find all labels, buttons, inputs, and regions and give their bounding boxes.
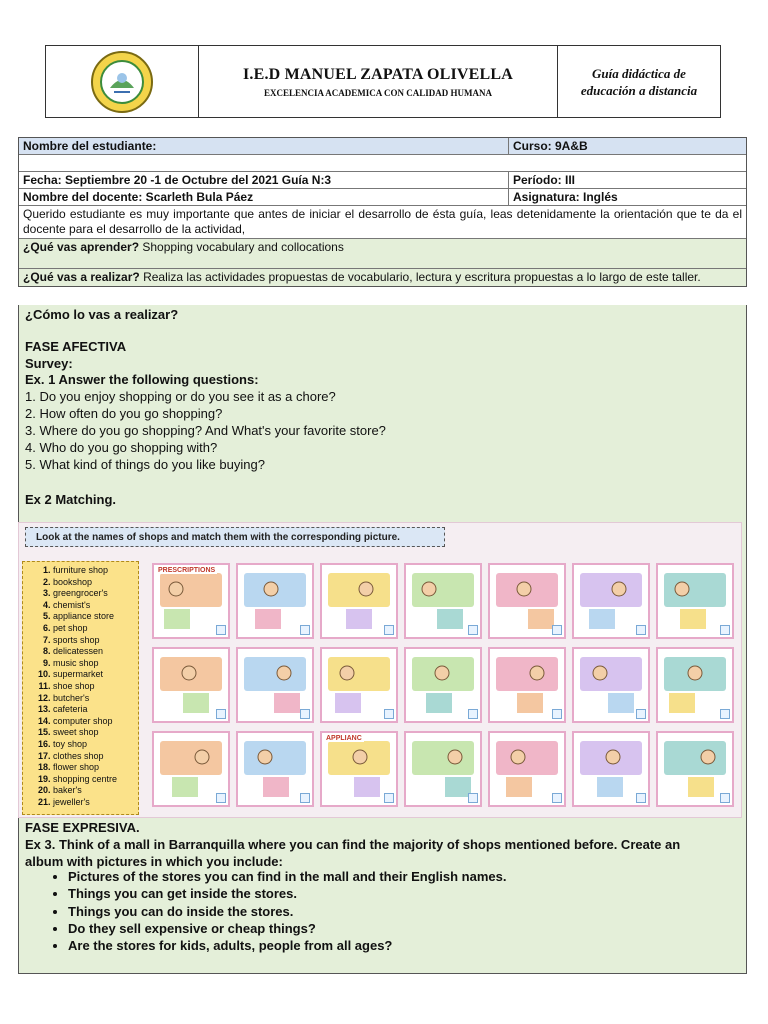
answer-box[interactable]: [468, 793, 478, 803]
do-text: Realiza las actividades propuestas de vocabulario, lectura y escritura propuestas a lo largo de este taller.: [139, 270, 701, 284]
student-name-label: Nombre del estudiante:: [19, 138, 509, 154]
answer-box[interactable]: [720, 625, 730, 635]
do-label: ¿Qué vas a realizar?: [23, 270, 140, 284]
shop-name-item: 19. shopping centre: [53, 774, 138, 786]
shop-picture: [152, 647, 230, 723]
answer-box[interactable]: [468, 625, 478, 635]
answer-box[interactable]: [636, 709, 646, 719]
ex1-title: Ex. 1 Answer the following questions:: [25, 372, 259, 387]
shop-name-item: 18. flower shop: [53, 762, 138, 774]
answer-box[interactable]: [552, 793, 562, 803]
question-4: 4. Who do you go shopping with?: [25, 440, 218, 455]
shop-picture: [236, 731, 314, 807]
answer-box[interactable]: [216, 709, 226, 719]
bullet-item: • Things you can get inside the stores.: [68, 885, 506, 902]
period-label: Período: III: [513, 173, 576, 187]
matching-worksheet-image: [18, 522, 742, 818]
shop-name-item: 2. bookshop: [53, 577, 138, 589]
shop-picture: [404, 731, 482, 807]
shop-picture: [404, 647, 482, 723]
shop-picture: [656, 563, 734, 639]
answer-box[interactable]: [468, 709, 478, 719]
shop-name-item: 17. clothes shop: [53, 751, 138, 763]
shop-name-item: 15. sweet shop: [53, 727, 138, 739]
phase-affective: FASE AFECTIVA: [25, 339, 127, 354]
shop-picture: [488, 731, 566, 807]
shop-picture: [404, 563, 482, 639]
guide-title: Guía didáctica de educación a distancia: [580, 65, 698, 98]
answer-box[interactable]: [552, 709, 562, 719]
shop-picture: [656, 647, 734, 723]
shop-picture: [320, 731, 398, 807]
shop-picture: [572, 731, 650, 807]
shop-picture: [236, 563, 314, 639]
answer-box[interactable]: [384, 709, 394, 719]
shop-picture: [488, 647, 566, 723]
shop-picture: [488, 563, 566, 639]
answer-box[interactable]: [384, 625, 394, 635]
shop-name-item: 14. computer shop: [53, 716, 138, 728]
student-row: [19, 138, 746, 155]
subject-label: Asignatura: Inglés: [513, 190, 618, 204]
answer-box[interactable]: [720, 793, 730, 803]
shop-name-item: 5. appliance store: [53, 611, 138, 623]
answer-box[interactable]: [216, 793, 226, 803]
ex3-line-2: album with pictures in which you include:: [25, 854, 283, 869]
shop-name-item: 9. music shop: [53, 658, 138, 670]
picture-sign-label: APPLIANC: [326, 735, 362, 742]
answer-box[interactable]: [300, 625, 310, 635]
question-5: 5. What kind of things do you like buying?: [25, 457, 265, 472]
course-label: Curso: 9A&B: [513, 139, 588, 153]
shop-name-item: 13. cafeteria: [53, 704, 138, 716]
teacher-label: Nombre del docente: Scarleth Bula Páez: [19, 189, 509, 205]
school-motto: EXCELENCIA ACADEMICA CON CALIDAD HUMANA: [263, 87, 492, 98]
answer-box[interactable]: [636, 793, 646, 803]
answer-box[interactable]: [300, 793, 310, 803]
shop-name-item: 12. butcher's: [53, 693, 138, 705]
shop-picture: [152, 563, 230, 639]
document-header: [45, 45, 721, 118]
shop-names-list: [22, 561, 139, 815]
question-2: 2. How often do you go shopping?: [25, 406, 223, 421]
shop-name-item: 11. shoe shop: [53, 681, 138, 693]
shop-name-item: 10. supermarket: [53, 669, 138, 681]
shop-picture: [320, 563, 398, 639]
school-name: I.E.D MANUEL ZAPATA OLIVELLA: [242, 65, 514, 83]
intro-row: [19, 206, 746, 239]
date-label: Fecha: Septiembre 20 -1 de Octubre del 2021 Guía N:3: [19, 172, 509, 188]
shop-name-item: 4. chemist's: [53, 600, 138, 612]
worksheet-instruction: Look at the names of shops and match them with the corresponding picture.: [25, 527, 445, 547]
shop-picture: [152, 731, 230, 807]
learn-text: Shopping vocabulary and collocations: [139, 240, 344, 254]
shop-picture: [320, 647, 398, 723]
shop-picture: [236, 647, 314, 723]
shop-name-item: 8. delicatessen: [53, 646, 138, 658]
bullet-item: • Do they sell expensive or cheap things?: [68, 920, 506, 937]
picture-sign-label: PRESCRIPTIONS: [158, 567, 216, 574]
info-table: [18, 137, 747, 287]
shop-name-item: 7. sports shop: [53, 635, 138, 647]
ex3-bullets: [46, 868, 506, 954]
answer-box[interactable]: [552, 625, 562, 635]
school-seal-icon: [90, 50, 154, 114]
question-3: 3. Where do you go shopping? And What's your favorite store?: [25, 423, 386, 438]
teacher-row: [19, 189, 746, 206]
ex2-title: Ex 2 Matching.: [25, 492, 117, 507]
intro-text: Querido estudiante es muy importante que antes de iniciar el desarrollo de ésta guía, leas detenidamente la orientación que te da el docente para el desarrollo de la actividad,: [23, 207, 742, 236]
shop-name-item: 21. jeweller's: [53, 797, 138, 809]
learn-row: [19, 239, 746, 269]
shop-name-item: 1. furniture shop: [53, 565, 138, 577]
answer-box[interactable]: [300, 709, 310, 719]
shop-picture: [656, 731, 734, 807]
survey-label: Survey:: [25, 356, 73, 371]
shop-name-item: 3. greengrocer's: [53, 588, 138, 600]
question-1: 1. Do you enjoy shopping or do you see it as a chore?: [25, 389, 336, 404]
shop-picture: [572, 647, 650, 723]
do-row: [19, 269, 746, 286]
picture-grid: [152, 563, 740, 811]
answer-box[interactable]: [720, 709, 730, 719]
shop-picture: [572, 563, 650, 639]
bullet-item: • Things you can do inside the stores.: [68, 903, 506, 920]
answer-box[interactable]: [216, 625, 226, 635]
shop-name-item: 20. baker's: [53, 785, 138, 797]
school-logo-cell: [46, 46, 199, 117]
school-title-cell: [199, 46, 558, 117]
shop-name-item: 16. toy shop: [53, 739, 138, 751]
how-label: ¿Cómo lo vas a realizar?: [25, 307, 179, 322]
answer-box[interactable]: [636, 625, 646, 635]
shop-name-item: 6. pet shop: [53, 623, 138, 635]
shop-list: [29, 565, 138, 808]
phase-expressive: FASE EXPRESIVA.: [25, 820, 140, 835]
empty-row: [19, 155, 746, 172]
ex3-line-1: Ex 3. Think of a mall in Barranquilla where you can find the majority of shops mentioned before. Create an: [25, 837, 681, 852]
answer-box[interactable]: [384, 793, 394, 803]
bullet-item: • Are the stores for kids, adults, people from all ages?: [68, 937, 506, 954]
learn-label: ¿Qué vas aprender?: [23, 240, 140, 254]
bullet-item: • Pictures of the stores you can find in the mall and their English names.: [68, 868, 506, 885]
date-row: [19, 172, 746, 189]
